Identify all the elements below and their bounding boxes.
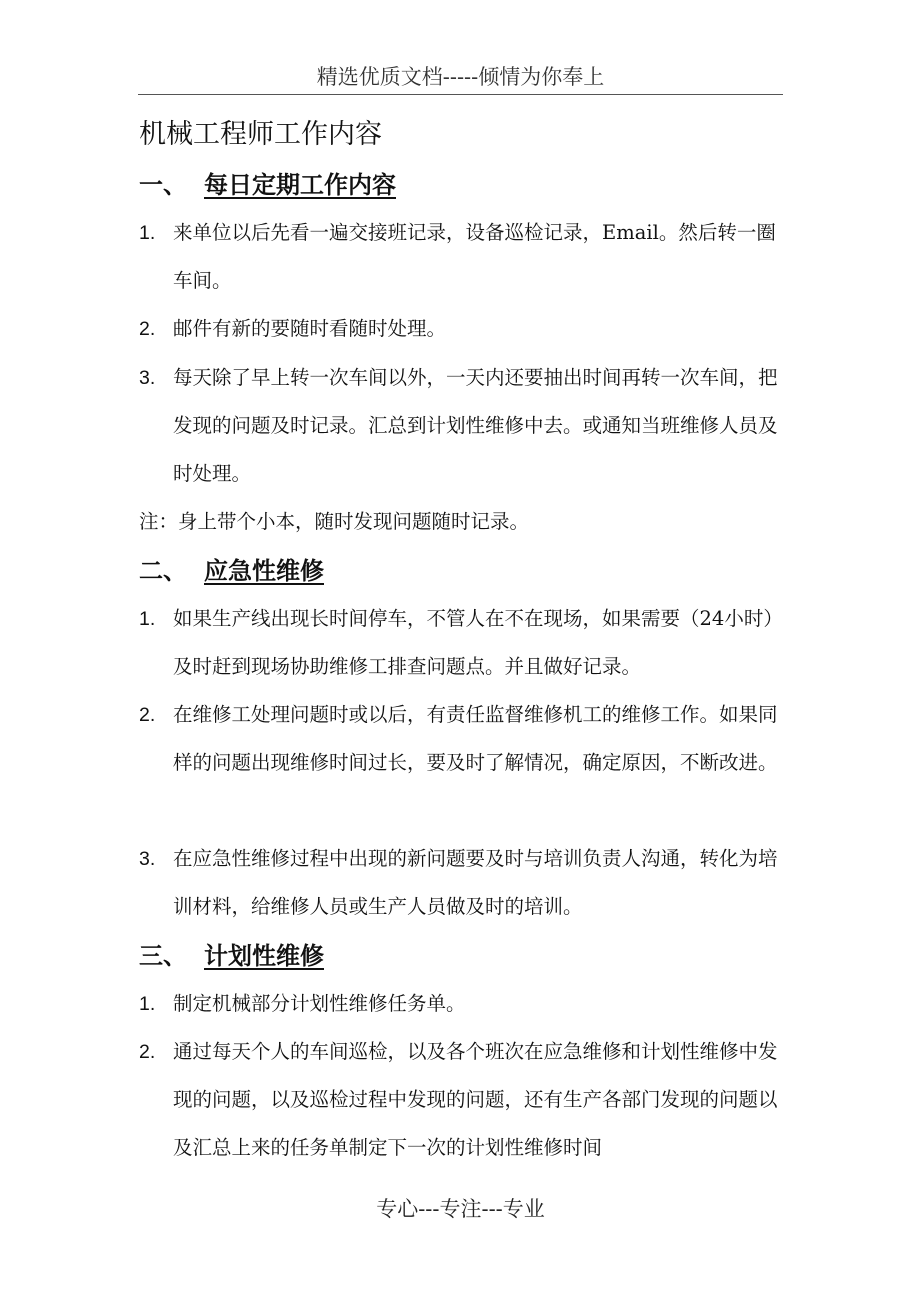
item-number: 1. (139, 608, 156, 630)
document-title: 机械工程师工作内容 (139, 119, 382, 150)
section-title: 每日定期工作内容 (204, 171, 396, 199)
item-text: 通过每天个人的车间巡检，以及各个班次在应急维修和计划性维修中发现的问题，以及巡检过程中发现的问题，还有生产各部门发现的问题以及汇总上来的任务单制定下一次的计划性维修时间 (173, 1040, 778, 1159)
section-heading-2 (139, 554, 324, 588)
section-title: 计划性维修 (204, 942, 324, 970)
section-heading-3 (139, 939, 324, 973)
item-number: 2. (139, 1041, 156, 1063)
item-number: 1. (139, 993, 156, 1015)
list-item (139, 835, 789, 931)
list-item (139, 305, 789, 353)
item-text: 在维修工处理问题时或以后，有责任监督维修机工的维修工作。如果同样的问题出现维修时间过长，要及时了解情况，确定原因，不断改进。 (173, 703, 778, 774)
page-footer: 专心---专注---专业 (376, 1197, 545, 1221)
list-item (139, 209, 789, 305)
item-text: 邮件有新的要随时看随时处理。 (173, 317, 447, 340)
item-text: 每天除了早上转一次车间以外，一天内还要抽出时间再转一次车间，把发现的问题及时记录。汇总到计划性维修中去。或通知当班维修人员及时处理。 (173, 366, 778, 485)
list-item (139, 595, 789, 691)
item-number: 1. (139, 222, 156, 244)
item-text: 来单位以后先看一遍交接班记录，设备巡检记录，Email。然后转一圈车间。 (173, 221, 776, 292)
item-number: 2. (139, 318, 156, 340)
item-text: 制定机械部分计划性维修任务单。 (173, 992, 466, 1015)
list-item (139, 354, 789, 498)
item-number: 3. (139, 848, 156, 870)
page-header: 精选优质文档-----倾情为你奉上 (316, 65, 605, 89)
list-item (139, 691, 789, 787)
section-number: 二、 (139, 557, 187, 585)
list-item (139, 1028, 789, 1172)
section-number: 一、 (139, 171, 187, 199)
section-heading-1 (139, 168, 396, 202)
item-text: 在应急性维修过程中出现的新问题要及时与培训负责人沟通，转化为培训材料，给维修人员或生产人员做及时的培训。 (173, 847, 778, 918)
list-item (139, 980, 789, 1028)
item-text: 如果生产线出现长时间停车，不管人在不在现场，如果需要（24小时）及时赶到现场协助维修工排查问题点。并且做好记录。 (173, 607, 783, 678)
note-text: 注：身上带个小本，随时发现问题随时记录。 (139, 510, 530, 533)
section-title: 应急性维修 (204, 557, 324, 585)
item-number: 3. (139, 367, 156, 389)
item-number: 2. (139, 704, 156, 726)
header-rule (138, 94, 783, 95)
section-number: 三、 (139, 942, 187, 970)
